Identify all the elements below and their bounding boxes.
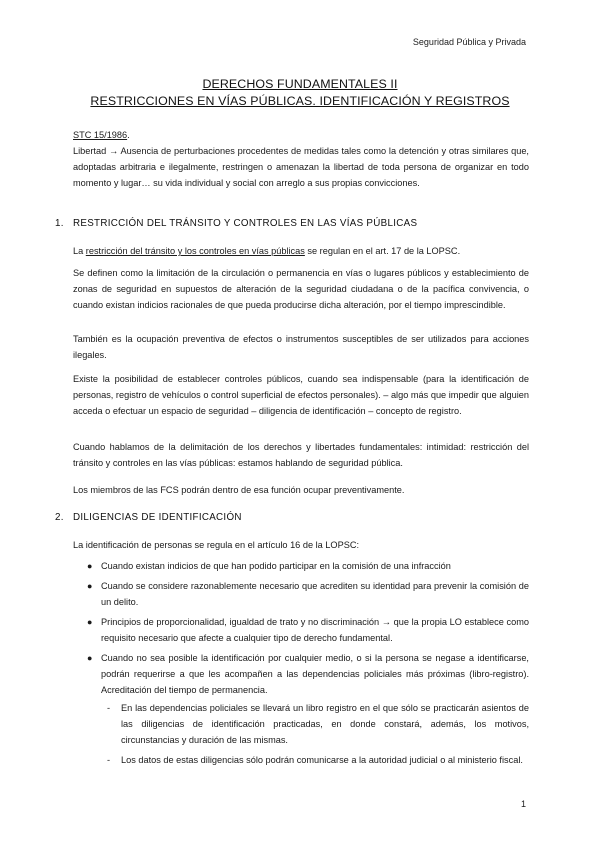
identification-bullet-list	[73, 558, 529, 772]
libertad-definition: Libertad → Ausencia de perturbaciones procedentes de medidas tales como la detención y otras similares que, adoptadas arbitraria e ilegalmente, restringen o amenazan la libertad de toda persona de organizar en todo momento y lugar… su vida individual y social con arreglo a sus propias convicciones.	[73, 146, 529, 188]
section-1-paragraph-2: Se definen como la limitación de la circulación o permanencia en vías o lugares públicos y establecimiento de zonas de seguridad en supuestos de alteración de la seguridad ciudadana o de la pacífica convivencia, o cuando existan indicios racionales de que pueda producirse dicha alteración, por el tiempo imprescindible.	[73, 268, 529, 310]
list-item: ● Principios de proporcionalidad, igualdad de trato y no discriminación → que la propia LO establece como requisito necesario que afecte a cualquier tipo de derecho fundamental.	[73, 614, 529, 646]
section-2-heading	[55, 512, 242, 523]
page-number: 1	[520, 799, 526, 809]
running-header: Seguridad Pública y Privada	[412, 37, 526, 47]
bullet-icon: ●	[87, 581, 93, 591]
section-2-title: DILIGENCIAS DE IDENTIFICACIÓN	[73, 512, 242, 523]
section-1-heading	[55, 218, 417, 229]
section-2-intro: La identificación de personas se regula en el artículo 16 de la LOPSC:	[73, 540, 360, 550]
section-1-paragraph-3: También es la ocupación preventiva de efectos o instrumentos susceptibles de ser utilizados para acciones ilegales.	[73, 334, 529, 360]
section-1-paragraph-1	[73, 243, 529, 259]
sub-list-item: - En las dependencias policiales se llevará un libro registro en el que sólo se practicarán asientos de las diligencias de identificación practicadas, en donde constará, además, los motivos, circunstancias y duración de las mismas.	[101, 700, 529, 748]
p1-underlined-term: restricción del tránsito y los controles en vías públicas	[85, 246, 305, 256]
sub-bullet-list	[101, 700, 529, 768]
dash-icon: -	[107, 755, 111, 765]
list-item: ● Cuando se considere razonablemente necesario que acrediten su identidad para prevenir la comisión de un delito.	[73, 578, 529, 610]
p1-pre: La	[73, 246, 86, 256]
stc-reference: STC 15/1986	[73, 130, 128, 140]
section-1-title: RESTRICCIÓN DEL TRÁNSITO Y CONTROLES EN LAS VÍAS PÚBLICAS	[73, 218, 418, 229]
bullet-icon: ●	[87, 561, 93, 571]
list-item: ● Cuando existan indicios de que han podido participar en la comisión de una infracción	[73, 558, 529, 574]
document-title-line1: DERECHOS FUNDAMENTALES II	[202, 77, 398, 91]
dash-icon: -	[107, 703, 111, 713]
section-1-paragraph-4: Existe la posibilidad de establecer controles públicos, cuando sea indispensable (para la identificación de personas, registro de vehículos o control superficial de efectos personales). – algo más que impedir que alguien acceda o efectuar un espacio de seguridad – diligencia de identificación – concepto de registro.	[73, 374, 529, 416]
stc-reference-paragraph	[73, 127, 529, 143]
sub-list-item: - Los datos de estas diligencias sólo podrán comunicarse a la autoridad judicial o al ministerio fiscal.	[101, 752, 529, 768]
bullet-icon: ●	[87, 617, 93, 627]
p1-post: se regulan en el art. 17 de la LOPSC.	[304, 246, 461, 256]
list-item: ● Cuando no sea posible la identificación por cualquier medio, o si la persona se negase a identificarse, podrán requerirse a que les acompañen a las dependencias policiales más próximas (libro-registro). Acreditación del tiempo de permanencia. - En las dependencias policiales se llevará un libro registro en el que sólo se practicarán asientos de las diligencias de identificación practicadas, en donde constará, además, los motivos, circunstancias y duración de las mismas. - Los datos de estas diligencias sólo podrán comunicarse a la autoridad judicial o al ministerio fiscal.	[73, 650, 529, 768]
section-1-paragraph-5: Cuando hablamos de la delimitación de los derechos y libertades fundamentales: intimidad: restricción del tránsito y controles en las vías públicas: estamos hablando de seguridad pública.	[73, 442, 529, 468]
section-2-number: 2.	[55, 512, 64, 523]
bullet-icon: ●	[87, 653, 93, 663]
stc-reference-dot: .	[127, 130, 130, 140]
section-1-number: 1.	[55, 218, 64, 229]
document-title-line2: RESTRICCIONES EN VÍAS PÚBLICAS. IDENTIFICACIÓN Y REGISTROS	[90, 94, 510, 108]
section-1-paragraph-6: Los miembros de las FCS podrán dentro de esa función ocupar preventivamente.	[73, 485, 405, 495]
